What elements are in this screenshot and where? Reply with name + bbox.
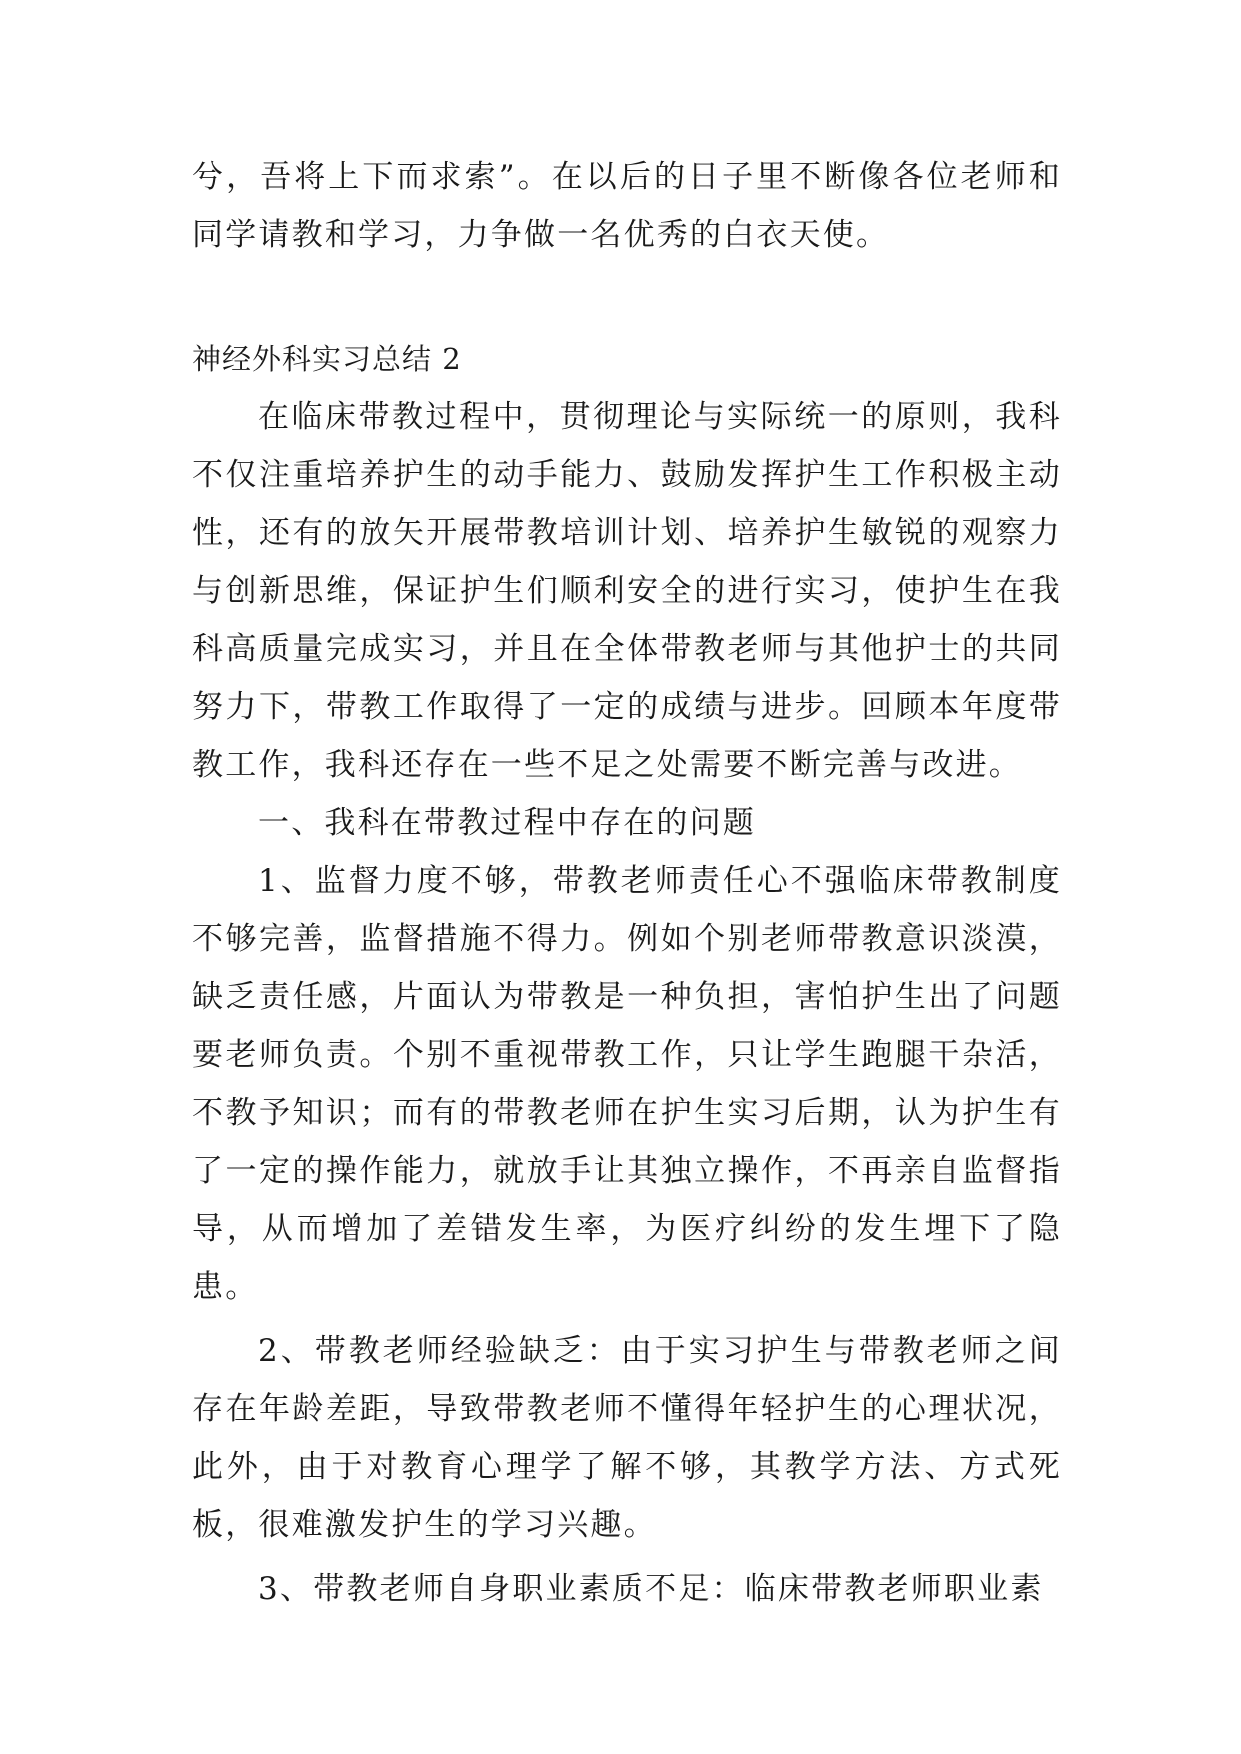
section-spacer	[192, 264, 1062, 330]
problems-heading: 一、我科在带教过程中存在的问题	[258, 805, 756, 841]
document-body	[192, 148, 1062, 1618]
problem-2-paragraph: 2、带教老师经验缺乏：由于实习护生与带教老师之间存在年龄差距，导致带教老师不懂得年轻护生的心理状况，此外，由于对教育心理学了解不够，其教学方法、方式死板，很难激发护生的学习兴趣。	[192, 1333, 1062, 1543]
section-title: 神经外科实习总结 2	[192, 342, 462, 376]
problem-1-paragraph: 1、监督力度不够，带教老师责任心不强临床带教制度不够完善，监督措施不得力。例如个别老师带教意识淡漠，缺乏责任感，片面认为带教是一种负担，害怕护生出了问题要老师负责。个别不重视带教工作，只让学生跑腿干杂活，不教予知识；而有的带教老师在护生实习后期，认为护生有了一定的操作能力，就放手让其独立操作，不再亲自监督指导，从而增加了差错发生率，为医疗纠纷的发生埋下了隐患。	[192, 863, 1062, 1305]
intro-paragraph: 在临床带教过程中，贯彻理论与实际统一的原则，我科不仅注重培养护生的动手能力、鼓励发挥护生工作积极主动性，还有的放矢开展带教培训计划、培养护生敏锐的观察力与创新思维，保证护生们顺利安全的进行实习，使护生在我科高质量完成实习，并且在全体带教老师与其他护士的共同努力下，带教工作取得了一定的成绩与进步。回顾本年度带教工作，我科还存在一些不足之处需要不断完善与改进。	[192, 399, 1062, 783]
continuation-paragraph: 兮，吾将上下而求索”。在以后的日子里不断像各位老师和同学请教和学习，力争做一名优秀的白衣天使。	[192, 159, 1062, 253]
problem-3-paragraph: 3、带教老师自身职业素质不足：临床带教老师职业素	[258, 1571, 1044, 1607]
